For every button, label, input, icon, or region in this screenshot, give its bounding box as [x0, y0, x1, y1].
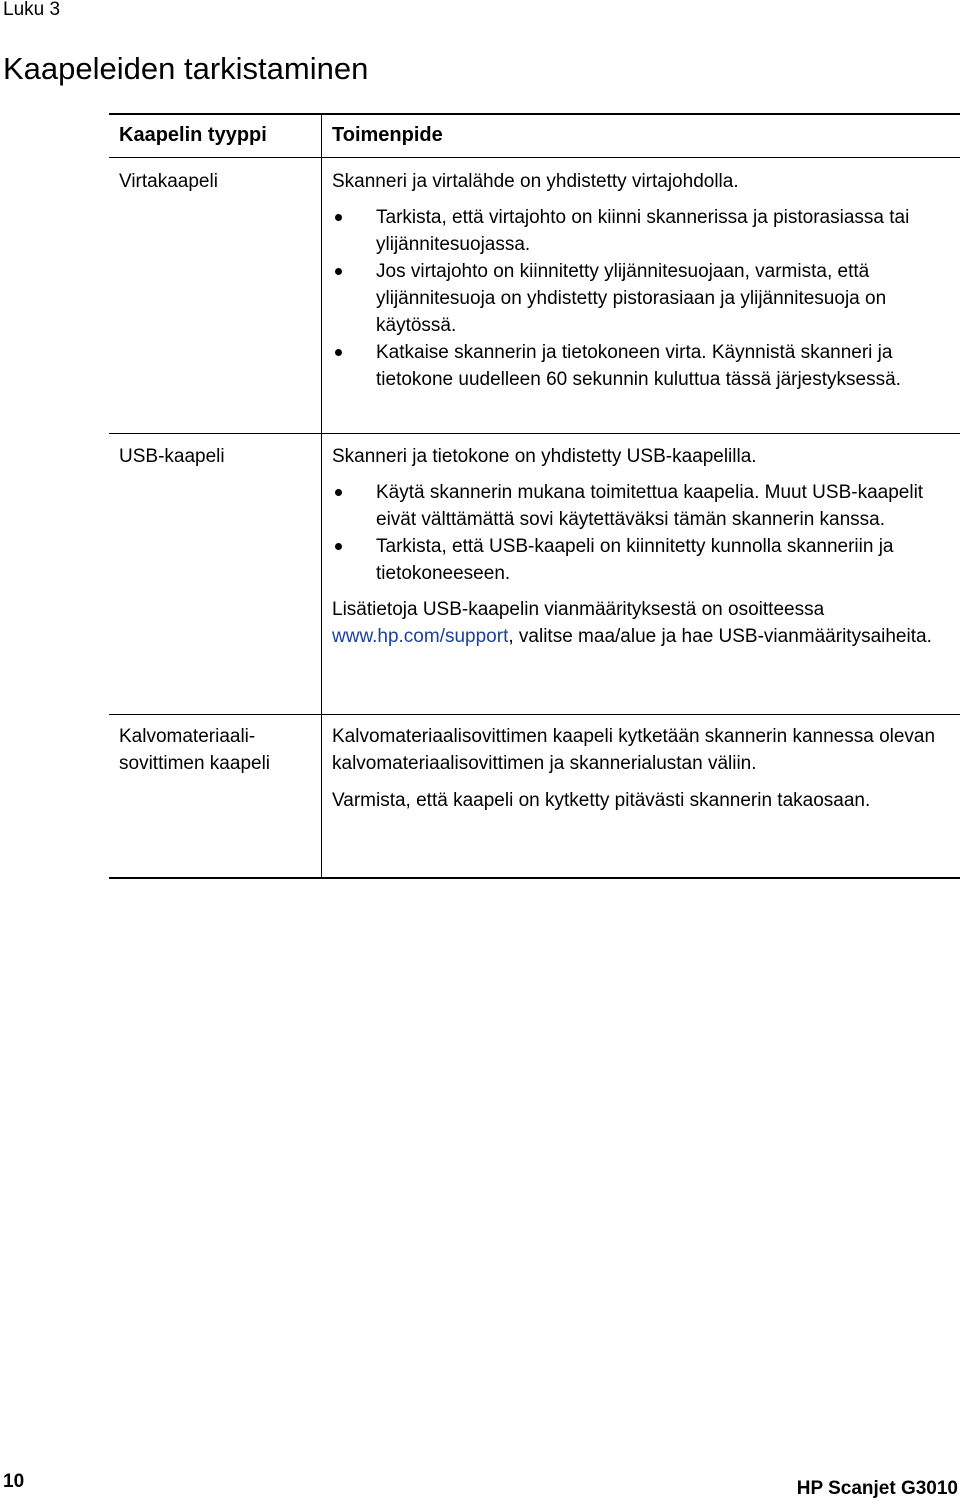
action-cell — [332, 723, 952, 814]
action-cell — [332, 443, 952, 650]
more-info-paragraph — [332, 596, 952, 650]
list-item: Käytä skannerin mukana toimitettua kaapelia. Muut USB-kaapelit eivät välttämättä sovi käytettäväksi tämän skannerin kanssa. — [332, 479, 952, 533]
action-intro: Skanneri ja tietokone on yhdistetty USB-kaapelilla. — [332, 446, 757, 467]
action-bullet-list — [332, 204, 952, 393]
column-divider — [321, 113, 322, 878]
cable-type-line: Kalvomateriaali- — [119, 726, 256, 747]
header-rule — [109, 157, 960, 158]
more-info-text: , valitse maa/alue ja hae USB-vianmääritysaiheita. — [508, 626, 932, 647]
cable-type-line: sovittimen kaapeli — [119, 753, 271, 774]
action-bullet-list — [332, 479, 952, 587]
page-title: Kaapeleiden tarkistaminen — [3, 51, 369, 86]
list-item: Katkaise skannerin ja tietokoneen virta. Käynnistä skanneri ja tietokone uudelleen 60 sekunnin kuluttua tässä järjestyksessä. — [332, 339, 952, 393]
cable-type-cell: USB-kaapeli — [119, 446, 225, 467]
table-top-rule — [109, 113, 960, 115]
column-header-action: Toimenpide — [332, 124, 443, 146]
list-item: Tarkista, että virtajohto on kiinni skannerissa ja pistorasiassa tai ylijännitesuojassa. — [332, 204, 952, 258]
row-rule — [109, 433, 960, 434]
action-paragraph: Varmista, että kaapeli on kytketty pitävästi skannerin takaosaan. — [332, 790, 871, 811]
list-item: Jos virtajohto on kiinnitetty ylijännitesuojaan, varmista, että ylijännitesuoja on yhdistetty pistorasiaan ja ylijännitesuoja on käytössä. — [332, 258, 952, 339]
product-name: HP Scanjet G3010 — [796, 1478, 958, 1499]
table-bottom-rule — [109, 877, 960, 879]
action-paragraph: Kalvomateriaalisovittimen kaapeli kytketään skannerin kannessa olevan kalvomateriaalisovittimen ja skannerialustan väliin. — [332, 726, 936, 774]
action-cell — [332, 168, 952, 393]
action-intro: Skanneri ja virtalähde on yhdistetty virtajohdolla. — [332, 171, 739, 192]
page-number: 10 — [3, 1471, 25, 1492]
more-info-text: Lisätietoja USB-kaapelin vianmäärityksestä on osoitteessa — [332, 599, 825, 620]
chapter-label: Luku 3 — [3, 0, 61, 20]
cable-type-cell — [119, 723, 314, 777]
support-link[interactable]: www.hp.com/support — [332, 626, 509, 647]
column-header-cable-type: Kaapelin tyyppi — [119, 124, 267, 146]
list-item: Tarkista, että USB-kaapeli on kiinnitetty kunnolla skanneriin ja tietokoneeseen. — [332, 533, 952, 587]
row-rule — [109, 714, 960, 715]
cable-type-cell: Virtakaapeli — [119, 171, 218, 192]
